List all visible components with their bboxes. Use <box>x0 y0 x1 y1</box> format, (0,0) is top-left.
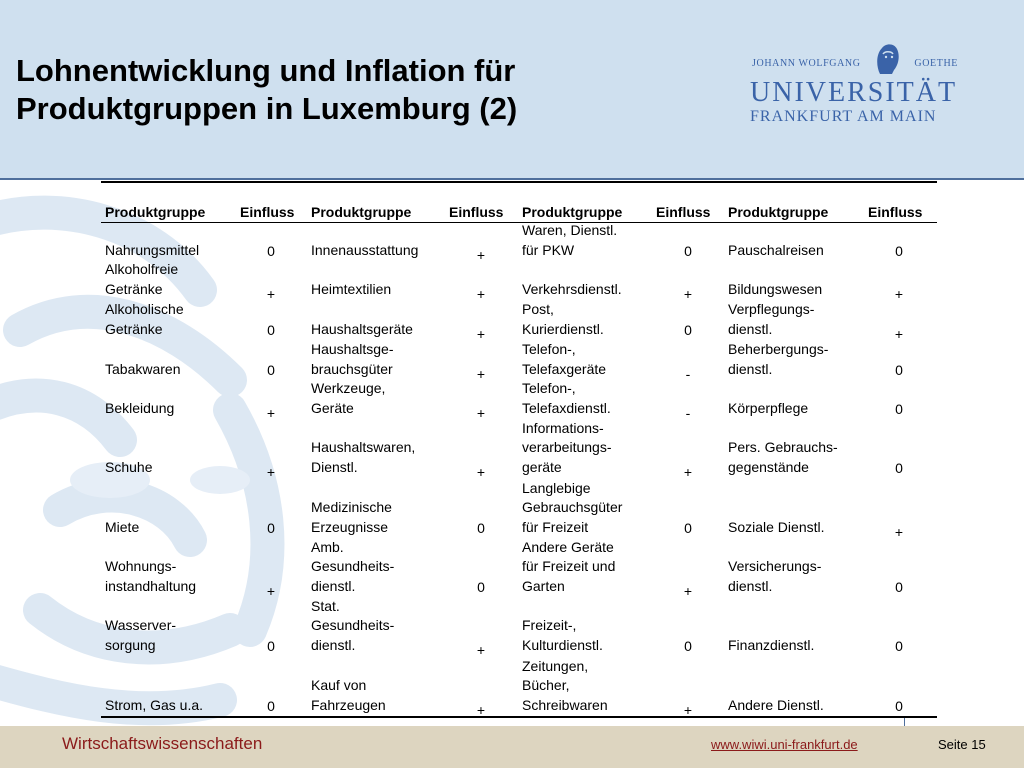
table-cell-einfluss: - <box>685 405 691 421</box>
table-cell-produktgruppe <box>728 696 824 716</box>
table-cell-line: Alkoholische <box>105 301 184 318</box>
table-cell-einfluss: 0 <box>267 322 275 338</box>
table-cell-line: Innenausstattung <box>311 242 419 259</box>
table-cell-line: Telefon-, <box>522 341 576 358</box>
table-cell-line: Haushaltswaren, <box>311 439 416 456</box>
table-cell-einfluss: 0 <box>267 698 275 714</box>
table-cell-line: gegenstände <box>728 459 809 476</box>
table-cell-produktgruppe <box>105 616 176 656</box>
table-cell-einfluss: 0 <box>895 460 903 476</box>
table-top-rule <box>101 181 937 183</box>
table-cell-line: Schuhe <box>105 459 153 476</box>
table-cell-produktgruppe <box>522 379 611 419</box>
table-cell-einfluss: + <box>476 464 486 480</box>
table-cell-line: Beherbergungs- <box>728 341 829 358</box>
table-header-rule <box>101 222 937 223</box>
table-cell-line: Telefon-, <box>522 380 576 397</box>
table-cell-produktgruppe <box>522 221 617 261</box>
table-cell-produktgruppe <box>728 280 822 300</box>
table-cell-einfluss: 0 <box>267 362 275 378</box>
table-cell-line: Gesundheits- <box>311 617 395 634</box>
table-cell-einfluss: + <box>683 464 693 480</box>
table-cell-line: Fahrzeugen <box>311 697 386 714</box>
table-cell-produktgruppe <box>311 597 394 656</box>
table-cell-produktgruppe <box>311 676 386 716</box>
table-cell-produktgruppe <box>311 340 394 380</box>
table-cell-line: Medizinische <box>311 499 392 516</box>
table-cell-line: Andere Dienstl. <box>728 697 824 714</box>
table-cell-produktgruppe <box>105 360 181 380</box>
table-cell-line: Werkzeuge, <box>311 380 386 397</box>
table-cell-line: Getränke <box>105 321 163 338</box>
table-cell-einfluss: + <box>476 405 486 421</box>
table-cell-einfluss: + <box>476 642 486 658</box>
table-cell-produktgruppe <box>728 518 825 538</box>
table-cell-line: Strom, Gas u.a. <box>105 697 204 714</box>
table-cell-produktgruppe <box>105 399 174 419</box>
table-cell-line: Kulturdienstl. <box>522 637 603 654</box>
table-cell-line: Heimtextilien <box>311 281 392 298</box>
table-cell-line: instandhaltung <box>105 578 197 595</box>
table-cell-produktgruppe <box>522 280 622 300</box>
header-einfluss-1: Einfluss <box>240 204 295 220</box>
header-einfluss-2: Einfluss <box>449 204 504 220</box>
table-cell-line: Pers. Gebrauchs- <box>728 439 838 456</box>
table-cell-einfluss: + <box>894 286 904 302</box>
header-einfluss-3: Einfluss <box>656 204 711 220</box>
title-line-2: Produktgruppen in Luxemburg (2) <box>16 91 518 126</box>
page-title <box>16 52 716 128</box>
table-cell-einfluss: + <box>476 326 486 342</box>
table-cell-line: Pauschalreisen <box>728 242 824 259</box>
table-cell-line: Dienstl. <box>311 459 358 476</box>
table-cell-line: Gebrauchsgüter <box>522 499 623 516</box>
table-cell-einfluss: + <box>266 464 276 480</box>
table-cell-produktgruppe <box>311 280 391 300</box>
table-cell-line: Tabakwaren <box>105 361 181 378</box>
table-cell-line: dienstl. <box>311 637 356 654</box>
table-cell-produktgruppe <box>105 518 139 538</box>
table-cell-einfluss: + <box>683 583 693 599</box>
table-cell-produktgruppe <box>522 479 622 538</box>
page-number: Seite 15 <box>938 737 986 752</box>
table-cell-line: verarbeitungs- <box>522 439 612 456</box>
table-cell-line: Bekleidung <box>105 400 175 417</box>
table-cell-einfluss: 0 <box>267 520 275 536</box>
table-cell-line: Kurierdienstl. <box>522 321 604 338</box>
table-cell-line: Miete <box>105 519 140 536</box>
table-cell-line: Gesundheits- <box>311 558 395 575</box>
table-cell-einfluss: + <box>476 247 486 263</box>
table-cell-einfluss: 0 <box>477 579 485 595</box>
table-cell-line: Alkoholfreie <box>105 261 179 278</box>
table-cell-produktgruppe <box>311 241 418 261</box>
header-produktgruppe-3: Produktgruppe <box>522 204 623 220</box>
title-line-1: Lohnentwicklung und Inflation für <box>16 53 516 88</box>
table-cell-line: für PKW <box>522 242 575 259</box>
table-cell-line: dienstl. <box>728 578 773 595</box>
table-cell-einfluss: 0 <box>895 401 903 417</box>
table-cell-line: Stat. <box>311 597 340 614</box>
table-cell-line: Körperpflege <box>728 400 809 417</box>
table-cell-line: Erzeugnisse <box>311 519 389 536</box>
table-cell-einfluss: 0 <box>895 698 903 714</box>
table-cell-einfluss: 0 <box>684 520 692 536</box>
table-cell-line: Zeitungen, <box>522 657 589 674</box>
table-cell-line: Informations- <box>522 419 604 436</box>
table-cell-produktgruppe <box>105 300 184 340</box>
table-cell-einfluss: + <box>894 326 904 342</box>
table-cell-einfluss: + <box>894 524 904 540</box>
table-cell-einfluss: + <box>476 366 486 382</box>
logo-top-right: GOETHE <box>914 58 958 69</box>
logo-sub: FRANKFURT AM MAIN <box>750 108 937 125</box>
table-cell-line: Verpflegungs- <box>728 301 815 318</box>
goethe-watermark-icon <box>0 180 360 726</box>
table-cell-produktgruppe <box>522 340 606 380</box>
table-cell-line: Haushaltsgeräte <box>311 321 413 338</box>
table-cell-line: für Freizeit und <box>522 558 616 575</box>
table-cell-line: Nahrungsmittel <box>105 242 200 259</box>
table-cell-line: Schreibwaren <box>522 697 608 714</box>
table-cell-produktgruppe <box>522 419 612 478</box>
table-cell-produktgruppe <box>728 241 824 261</box>
table-cell-einfluss: + <box>683 286 693 302</box>
table-cell-einfluss: 0 <box>895 243 903 259</box>
table-cell-produktgruppe <box>105 241 199 261</box>
table-cell-produktgruppe <box>105 260 178 300</box>
table-cell-produktgruppe <box>522 300 604 340</box>
table-cell-line: Kauf von <box>311 677 367 694</box>
table-bottom-rule <box>101 716 937 718</box>
table-cell-line: sorgung <box>105 637 156 654</box>
table-cell-line: Amb. <box>311 538 344 555</box>
table-cell-produktgruppe <box>728 399 808 419</box>
table-cell-line: Andere Geräte <box>522 538 614 555</box>
table-cell-einfluss: - <box>685 366 691 382</box>
table-cell-line: Finanzdienstl. <box>728 637 815 654</box>
table-cell-produktgruppe <box>728 340 828 380</box>
table-cell-line: Verkehrsdienstl. <box>522 281 622 298</box>
table-cell-line: Geräte <box>311 400 354 417</box>
table-cell-line: Getränke <box>105 281 163 298</box>
table-cell-line: Wohnungs- <box>105 558 177 575</box>
logo-main: UNIVERSITÄT <box>750 77 958 108</box>
table-cell-einfluss: + <box>266 286 276 302</box>
table-cell-line: Garten <box>522 578 565 595</box>
table-cell-line: Freizeit-, <box>522 617 577 634</box>
header-produktgruppe-2: Produktgruppe <box>311 204 412 220</box>
table-cell-einfluss: + <box>683 702 693 718</box>
table-cell-produktgruppe <box>522 616 603 656</box>
table-cell-einfluss: 0 <box>895 579 903 595</box>
table-cell-einfluss: 0 <box>895 362 903 378</box>
header-divider <box>0 178 1024 180</box>
table-cell-produktgruppe <box>728 557 821 597</box>
table-cell-line: dienstl. <box>728 321 773 338</box>
table-cell-einfluss: 0 <box>267 638 275 654</box>
table-cell-line: dienstl. <box>728 361 773 378</box>
table-cell-einfluss: + <box>266 583 276 599</box>
table-cell-line: Bücher, <box>522 677 570 694</box>
table-cell-produktgruppe <box>105 458 152 478</box>
table-cell-einfluss: + <box>266 405 276 421</box>
table-cell-einfluss: 0 <box>267 243 275 259</box>
table-cell-line: geräte <box>522 459 562 476</box>
table-cell-produktgruppe <box>311 538 394 597</box>
footer-link[interactable]: www.wiwi.uni-frankfurt.de <box>711 737 858 752</box>
table-cell-line: Bildungswesen <box>728 281 823 298</box>
table-cell-produktgruppe <box>105 557 196 597</box>
table-cell-line: Telefaxgeräte <box>522 361 607 378</box>
header-produktgruppe-4: Produktgruppe <box>728 204 829 220</box>
table-cell-line: Haushaltsge- <box>311 341 394 358</box>
table-cell-produktgruppe <box>311 438 415 478</box>
table-cell-line: brauchsgüter <box>311 361 393 378</box>
table-cell-produktgruppe <box>311 320 413 340</box>
table-cell-produktgruppe <box>522 538 615 597</box>
table-cell-line: für Freizeit <box>522 519 589 536</box>
table-cell-einfluss: 0 <box>684 322 692 338</box>
table-cell-einfluss: 0 <box>684 638 692 654</box>
table-cell-einfluss: + <box>476 286 486 302</box>
logo-top-left: JOHANN WOLFGANG <box>752 58 861 69</box>
table-cell-line: Langlebige <box>522 479 591 496</box>
table-cell-line: Soziale Dienstl. <box>728 519 825 536</box>
table-cell-einfluss: 0 <box>477 520 485 536</box>
table-cell-line: Post, <box>522 301 554 318</box>
table-cell-line: Waren, Dienstl. <box>522 222 618 239</box>
table-cell-einfluss: 0 <box>684 243 692 259</box>
table-cell-produktgruppe <box>728 636 814 656</box>
header-produktgruppe-1: Produktgruppe <box>105 204 206 220</box>
table-cell-produktgruppe <box>728 300 814 340</box>
table-cell-line: dienstl. <box>311 578 356 595</box>
table-cell-line: Versicherungs- <box>728 558 822 575</box>
table-cell-line: Telefaxdienstl. <box>522 400 611 417</box>
table-cell-line: Wasserver- <box>105 617 177 634</box>
table-cell-produktgruppe <box>311 498 392 538</box>
table-cell-einfluss: + <box>476 702 486 718</box>
table-cell-produktgruppe <box>522 657 608 716</box>
table-cell-produktgruppe <box>728 438 838 478</box>
table-cell-einfluss: 0 <box>895 638 903 654</box>
header-einfluss-4: Einfluss <box>868 204 923 220</box>
table-cell-produktgruppe <box>105 696 203 716</box>
university-logo <box>750 40 958 130</box>
goethe-portrait-icon <box>866 40 908 76</box>
footer-faculty: Wirtschaftswissenschaften <box>62 734 263 753</box>
table-cell-produktgruppe <box>311 379 385 419</box>
